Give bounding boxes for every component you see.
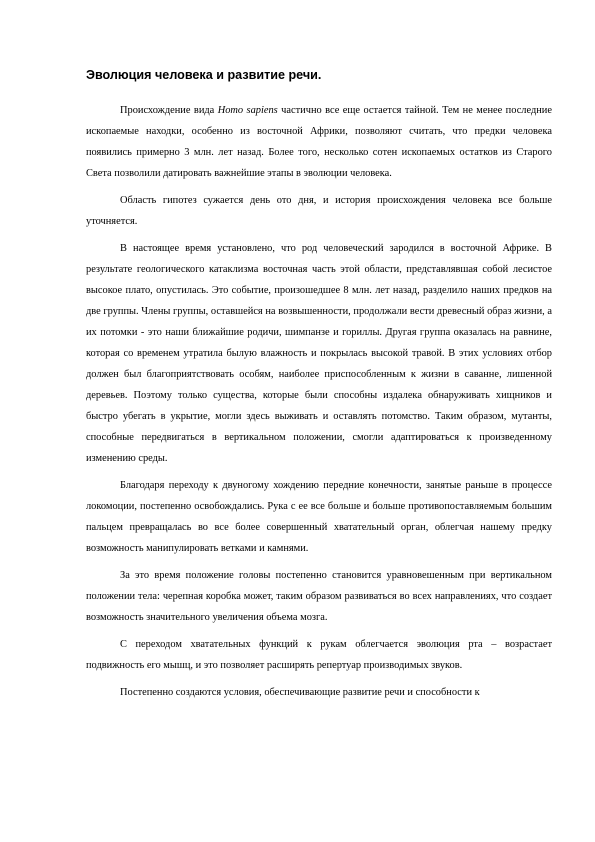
paragraph-1-lead: Происхождение вида xyxy=(120,105,218,116)
paragraph-3: В настоящее время установлено, что род человеческий зародился в восточной Африке. В результате геологического катаклизма восточная часть этой области, представлявшая собой лесистое высокое плато, опустилась. Это событие, произошедшее 8 млн. лет назад, разделило наших предков на две группы. Члены группы, оставшейся на возвышенности, продолжали вести древесный образ жизни, а их потомки - это наши ближайшие родичи, шимпанзе и гориллы. Другая группа оказалась на равнине, которая со временем утратила былую влажность и покрылась высокой травой. В этих условиях отбор должен был благоприятствовать особям, наиболее приспособленным к жизни в саванне, лишенной деревьев. Поэтому только существа, которые были способны издалека обнаруживать хищников и быстро убегать в укрытие, могли здесь выживать и оставлять потомство. Таким образом, мутанты, способные передвигаться в вертикальном положении, смогли адаптироваться к произведенному изменению среды. xyxy=(86,243,552,464)
title-period: . xyxy=(317,68,322,82)
document-body xyxy=(86,100,552,709)
paragraph-4: Благодаря переходу к двуногому хождению передние конечности, занятые раньше в процессе локомоции, постепенно освобождались. Рука с ее все больше и больше противопоставляемым большим пальцем превращалась во все более совершенный хватательный орган, облегчая нашему предку возможность манипулировать ветками и камнями. xyxy=(86,480,552,554)
paragraph-1-rest: частично все еще остается тайной. Тем не менее последние ископаемые находки, особенно из восточной Африки, позволяют считать, что предки человека появились примерно 3 млн. лет назад. Более того, несколько сотен ископаемых остатков из Старого Света позволили датировать важнейшие этапы в эволюции человека. xyxy=(86,105,552,179)
paragraph-5: За это время положение головы постепенно становится уравновешенным при вертикальном положении тела: черепная коробка может, таким образом развиваться во всех направлениях, что создает возможность значительного увеличения объема мозга. xyxy=(86,570,552,623)
title-text: Эволюция человека и развитие речи xyxy=(86,68,318,82)
document-title xyxy=(86,68,321,82)
paragraph-7: Постепенно создаются условия, обеспечивающие развитие речи и способности к xyxy=(120,687,480,698)
paragraph-1 xyxy=(86,100,552,184)
paragraph-2: Область гипотез сужается день ото дня, и история происхождения человека все больше уточняется. xyxy=(86,195,552,227)
species-name: Homo sapiens xyxy=(217,105,278,116)
paragraph-6: С переходом хватательных функций к рукам облегчается эволюция рта – возрастает подвижность его мышц, и это позволяет расширять репертуар производимых звуков. xyxy=(86,639,552,671)
